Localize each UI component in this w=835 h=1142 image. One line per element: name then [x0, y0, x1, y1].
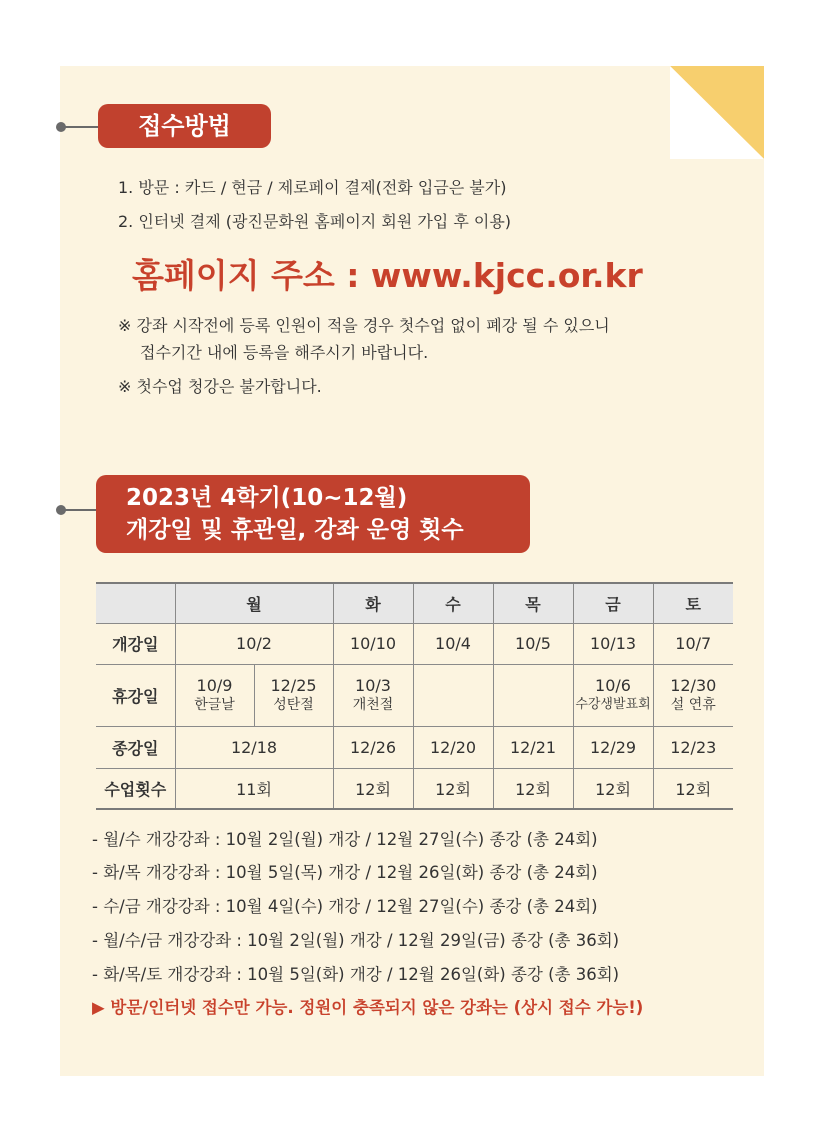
connector-line — [64, 126, 100, 128]
holiday-tue — [333, 664, 413, 726]
schedule-note-mon-wed: - 월/수 개강강좌 : 10월 2일(월) 개강 / 12월 27일(수) 종강 (총 24회) — [92, 830, 598, 849]
section-title-registration: 접수방법 — [98, 104, 271, 148]
table-corner-cell — [96, 583, 175, 623]
table-row — [96, 623, 733, 664]
holiday-name: 개천절 — [352, 697, 394, 713]
schedule-title-line2: 개강일 및 휴관일, 강좌 운영 횟수 — [126, 517, 464, 543]
holiday-date: 10/6 — [595, 676, 631, 695]
close-sat: 12/23 — [653, 726, 733, 768]
count-thu: 12회 — [493, 768, 573, 809]
holiday-name: 수강생발표회 — [575, 697, 651, 712]
homepage-address: 홈페이지 주소 : www.kjcc.or.kr — [132, 256, 643, 295]
open-tue: 10/10 — [333, 623, 413, 664]
note-cancel-line1: ※ 강좌 시작전에 등록 인원이 적을 경우 첫수업 없이 폐강 될 수 있으니 — [118, 316, 610, 335]
open-thu: 10/5 — [493, 623, 573, 664]
holiday-thu — [493, 664, 573, 726]
row-label-close: 종강일 — [96, 726, 175, 768]
connector-line — [64, 509, 98, 511]
header-mon: 월 — [175, 583, 333, 623]
holiday-date: 12/25 — [270, 676, 317, 695]
table-row — [96, 726, 733, 768]
holiday-name: 한글날 — [194, 697, 235, 713]
open-mon: 10/2 — [175, 623, 333, 664]
method-visit: 1. 방문 : 카드 / 현금 / 제로페이 결제(전화 입금은 불가) — [118, 178, 507, 197]
close-thu: 12/21 — [493, 726, 573, 768]
note-no-audit: ※ 첫수업 청강은 불가합니다. — [118, 377, 322, 396]
count-fri: 12회 — [573, 768, 653, 809]
count-mon: 11회 — [175, 768, 333, 809]
holiday-wed — [413, 664, 493, 726]
header-thu: 목 — [493, 583, 573, 623]
holiday-fri — [573, 664, 653, 726]
page-fold-corner — [670, 66, 764, 159]
schedule-title-line1: 2023년 4학기(10~12월) — [126, 485, 408, 511]
open-fri: 10/13 — [573, 623, 653, 664]
holiday-name: 성탄절 — [273, 697, 314, 713]
holiday-date: 12/30 — [670, 676, 717, 695]
note-cancel-line2: 접수기간 내에 등록을 해주시기 바랍니다. — [140, 343, 429, 362]
section-title-schedule — [96, 475, 530, 553]
close-fri: 12/29 — [573, 726, 653, 768]
close-tue: 12/26 — [333, 726, 413, 768]
header-wed: 수 — [413, 583, 493, 623]
table-row — [96, 768, 733, 809]
open-wed: 10/4 — [413, 623, 493, 664]
close-wed: 12/20 — [413, 726, 493, 768]
close-mon: 12/18 — [175, 726, 333, 768]
header-sat: 토 — [653, 583, 733, 623]
holiday-mon-2 — [254, 664, 333, 726]
method-internet: 2. 인터넷 결제 (광진문화원 홈페이지 회원 가입 후 이용) — [118, 212, 512, 231]
header-tue: 화 — [333, 583, 413, 623]
holiday-name: 설 연휴 — [670, 697, 716, 713]
holiday-sat — [653, 664, 733, 726]
registration-notice: ▶ 방문/인터넷 접수만 가능. 정원이 충족되지 않은 강좌는 (상시 접수 가능!) — [92, 998, 644, 1017]
holiday-date: 10/3 — [355, 676, 391, 695]
holiday-date: 10/9 — [196, 676, 233, 695]
schedule-table — [96, 582, 733, 810]
row-label-count: 수업횟수 — [96, 768, 175, 809]
header-fri: 금 — [573, 583, 653, 623]
count-wed: 12회 — [413, 768, 493, 809]
count-sat: 12회 — [653, 768, 733, 809]
schedule-note-tue-thu-sat: - 화/목/토 개강강좌 : 10월 5일(화) 개강 / 12월 26일(화) 종강 (총 36회) — [92, 965, 620, 984]
row-label-holiday: 휴강일 — [96, 664, 175, 726]
schedule-note-mon-wed-fri: - 월/수/금 개강강좌 : 10월 2일(월) 개강 / 12월 29일(금) 종강 (총 36회) — [92, 931, 620, 950]
table-header-row — [96, 583, 733, 623]
open-sat: 10/7 — [653, 623, 733, 664]
holiday-mon-1 — [175, 664, 254, 726]
count-tue: 12회 — [333, 768, 413, 809]
table-row — [96, 664, 733, 726]
row-label-open: 개강일 — [96, 623, 175, 664]
schedule-note-tue-thu: - 화/목 개강강좌 : 10월 5일(목) 개강 / 12월 26일(화) 종강 (총 24회) — [92, 863, 598, 882]
schedule-note-wed-fri: - 수/금 개강강좌 : 10월 4일(수) 개강 / 12월 27일(수) 종강 (총 24회) — [92, 897, 598, 916]
